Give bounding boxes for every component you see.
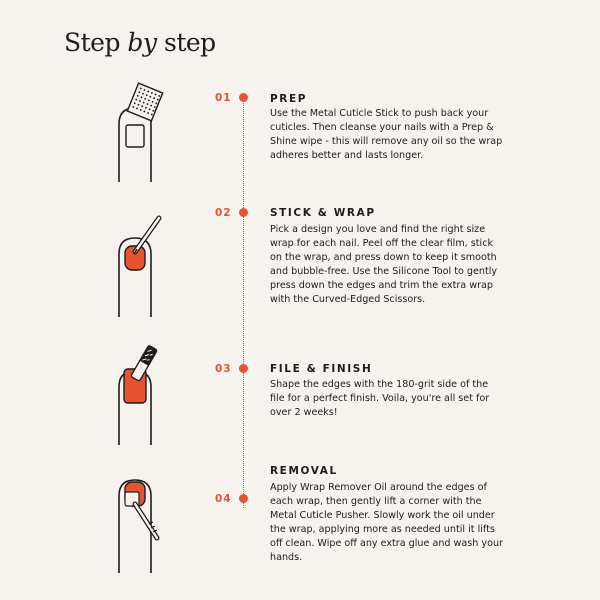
- step-number: 01: [215, 92, 232, 104]
- step-description: Shape the edges with the 180-grit side of the file for a perfect finish. Voila, you're all set for over 2 weeks!: [270, 379, 490, 419]
- step-heading: FILE & FINISH: [270, 363, 373, 375]
- step-number: 02: [215, 207, 232, 219]
- finger-with-prep-wipe-icon: [105, 82, 170, 182]
- finger-with-cuticle-pusher-icon: [105, 468, 170, 573]
- finger-with-nail-file-icon: [105, 345, 170, 445]
- timeline-dotted-line: [243, 98, 244, 508]
- finger-with-silicone-tool-icon: [105, 212, 170, 317]
- step-heading: REMOVAL: [270, 465, 338, 477]
- step-1-dot: [239, 93, 248, 102]
- step-description: Apply Wrap Remover Oil around the edges of each wrap, then gently lift a corner with the Metal Cuticle Pusher. Slowly work the oil under the wrap, applying more as needed until it lifts off clean. Wipe off any extra glue and wash your hands.: [270, 482, 503, 564]
- step-heading: STICK & WRAP: [270, 207, 376, 219]
- step-4-dot: [239, 494, 248, 503]
- step-2-dot: [239, 208, 248, 217]
- step-heading: PREP: [270, 93, 308, 105]
- step-description: Pick a design you love and find the right size wrap for each nail. Peel off the clear film, stick on the wrap, and press down to keep it smooth and bubble-free. Use the Silicone Tool to gently press down the edges and trim the extra wrap with the Curved-Edged Scissors.: [270, 224, 498, 306]
- step-number: 04: [215, 493, 232, 505]
- step-3-dot: [239, 364, 248, 373]
- page-title: Step by step: [64, 28, 216, 57]
- step-description: Use the Metal Cuticle Stick to push back your cuticles. Then cleanse your nails with a Prep & Shine wipe - this will remove any oil so the wrap adheres better and lasts longer.: [270, 108, 503, 162]
- step-number: 03: [215, 363, 232, 375]
